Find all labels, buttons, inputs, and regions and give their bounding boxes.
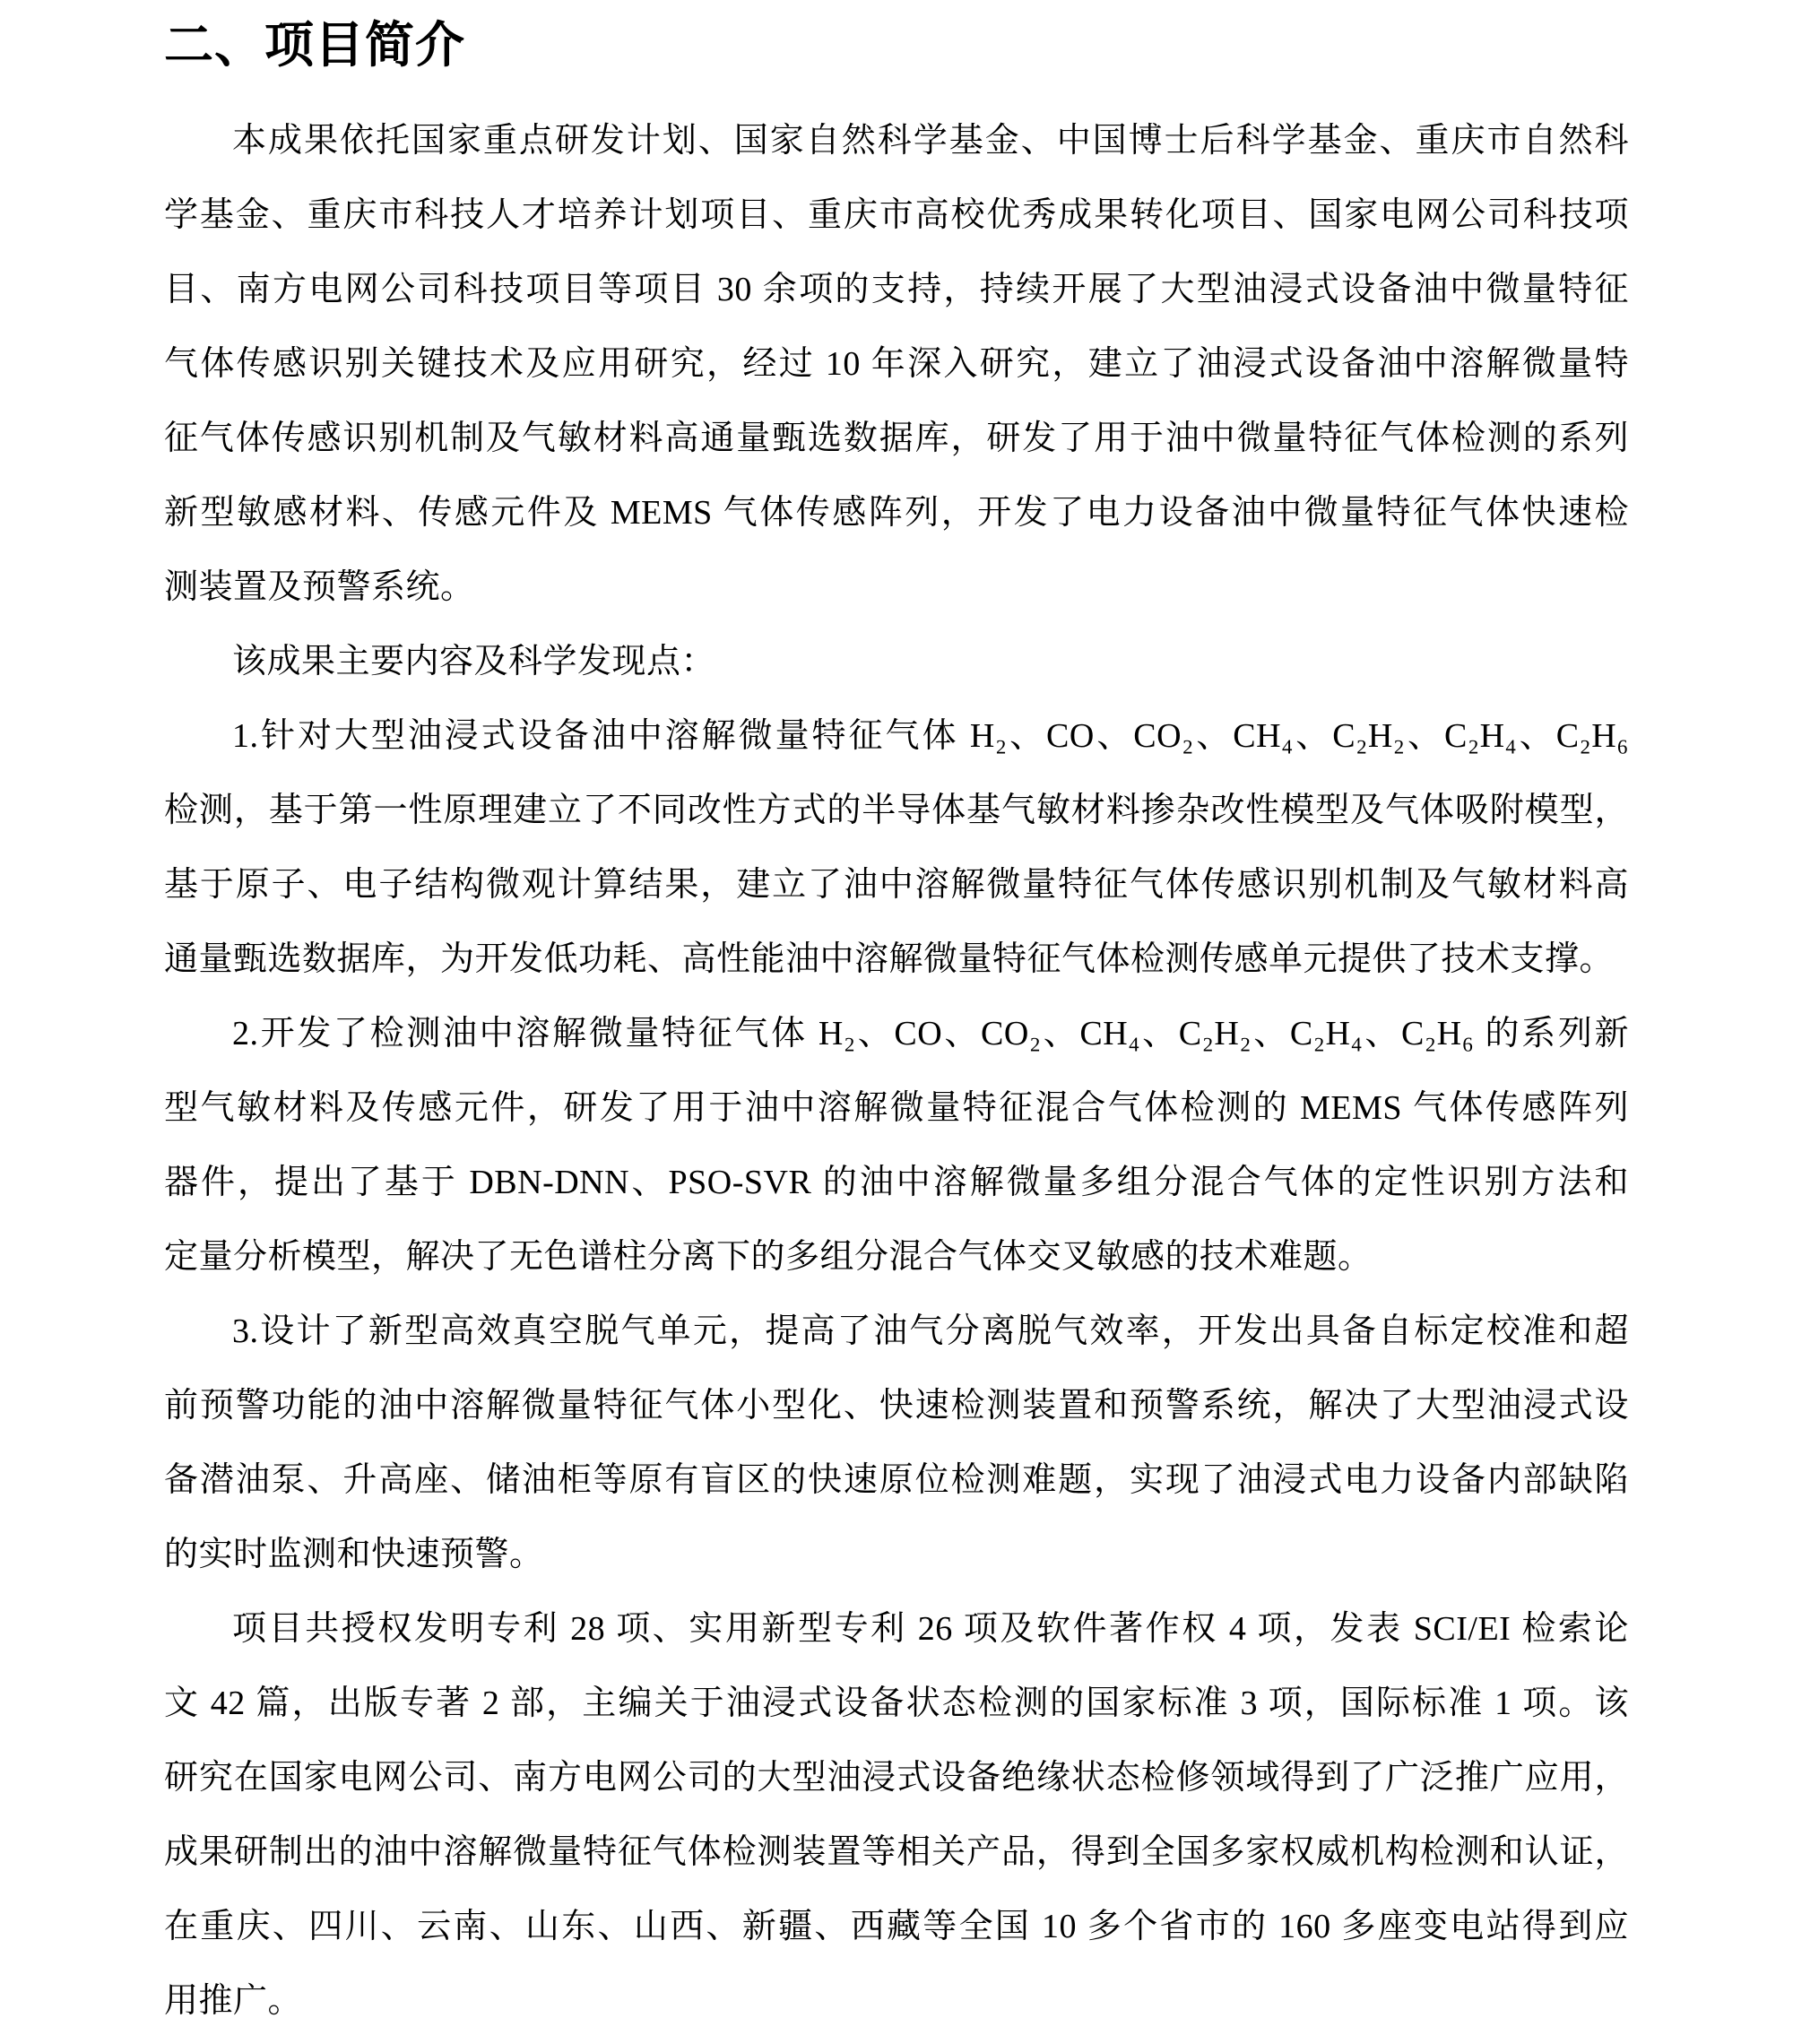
paragraph-line: 学基金、重庆市科技人才培养计划项目、重庆市高校优秀成果转化项目、国家电网公司科技项 bbox=[164, 196, 1629, 234]
paragraph-line: 检测，基于第一性原理建立了不同改性方式的半导体基气敏材料掺杂改性模型及气体吸附模型， bbox=[164, 792, 1629, 829]
paragraph-line: 在重庆、四川、云南、山东、山西、新疆、西藏等全国 10 多个省市的 160 多座变电站得到应 bbox=[164, 1908, 1629, 1945]
paragraph-intro bbox=[164, 104, 1629, 625]
paragraph-line: 基于原子、电子结构微观计算结果，建立了油中溶解微量特征气体传感识别机制及气敏材料高 bbox=[164, 866, 1629, 904]
paragraph-lead-in bbox=[164, 625, 1629, 699]
paragraph-line: 新型敏感材料、传感元件及 MEMS 气体传感阵列，开发了电力设备油中微量特征气体快速检 bbox=[164, 494, 1629, 532]
paragraph-line: 型气敏材料及传感元件，研发了用于油中溶解微量特征混合气体检测的 MEMS 气体传感阵列 bbox=[164, 1089, 1629, 1127]
paragraph-line: 文 42 篇，出版专著 2 部，主编关于油浸式设备状态检测的国家标准 3 项，国际标准 1 项。该 bbox=[164, 1685, 1629, 1722]
paragraph-line: 该成果主要内容及科学发现点： bbox=[232, 643, 716, 680]
paragraph-line: 3.设计了新型高效真空脱气单元，提高了油气分离脱气效率，开发出具备自标定校准和超 bbox=[232, 1312, 1629, 1350]
paragraph-line: 研究在国家电网公司、南方电网公司的大型油浸式设备绝缘状态检修领域得到了广泛推广应用， bbox=[164, 1759, 1629, 1797]
paragraph-achievements bbox=[164, 1592, 1629, 2039]
section-title: 二、项目简介 bbox=[164, 18, 466, 73]
paragraph-point-2 bbox=[164, 997, 1629, 1295]
paragraph-line: 通量甄选数据库，为开发低功耗、高性能油中溶解微量特征气体检测传感单元提供了技术支撑。 bbox=[164, 940, 1615, 978]
paragraph-line: 目、南方电网公司科技项目等项目 30 余项的支持，持续开展了大型油浸式设备油中微量特征 bbox=[164, 271, 1629, 308]
paragraph-line: 征气体传感识别机制及气敏材料高通量甄选数据库，研发了用于油中微量特征气体检测的系列 bbox=[164, 420, 1629, 457]
paragraph-line: 成果研制出的油中溶解微量特征气体检测装置等相关产品，得到全国多家权威机构检测和认证， bbox=[164, 1833, 1629, 1871]
paragraph-line: 1.针对大型油浸式设备油中溶解微量特征气体 H₂、CO、CO₂、CH₄、C₂H₂、C₂H₄、C₂H₆ bbox=[232, 717, 1629, 755]
paragraph-line: 用推广。 bbox=[164, 1982, 303, 2020]
paragraph-line: 前预警功能的油中溶解微量特征气体小型化、快速检测装置和预警系统，解决了大型油浸式设 bbox=[164, 1387, 1629, 1425]
paragraph-line: 备潜油泵、升高座、储油柜等原有盲区的快速原位检测难题，实现了油浸式电力设备内部缺陷 bbox=[164, 1461, 1629, 1499]
paragraph-line: 定量分析模型，解决了无色谱柱分离下的多组分混合气体交叉敏感的技术难题。 bbox=[164, 1238, 1373, 1276]
paragraph-line: 器件，提出了基于 DBN-DNN、PSO-SVR 的油中溶解微量多组分混合气体的定性识别方法和 bbox=[164, 1164, 1629, 1201]
paragraph-line: 项目共授权发明专利 28 项、实用新型专利 26 项及软件著作权 4 项，发表 SCI/EI 检索论 bbox=[232, 1610, 1629, 1648]
paragraph-line: 测装置及预警系统。 bbox=[164, 568, 475, 606]
paragraph-point-1 bbox=[164, 699, 1629, 997]
paragraph-line: 气体传感识别关键技术及应用研究，经过 10 年深入研究，建立了油浸式设备油中溶解微量特 bbox=[164, 345, 1629, 383]
paragraph-line: 2.开发了检测油中溶解微量特征气体 H₂、CO、CO₂、CH₄、C₂H₂、C₂H₄、C₂H₆ 的系列新 bbox=[232, 1015, 1629, 1052]
paragraph-line: 的实时监测和快速预警。 bbox=[164, 1536, 544, 1573]
paragraph-line: 本成果依托国家重点研发计划、国家自然科学基金、中国博士后科学基金、重庆市自然科 bbox=[232, 122, 1629, 160]
paragraph-point-3 bbox=[164, 1295, 1629, 1592]
